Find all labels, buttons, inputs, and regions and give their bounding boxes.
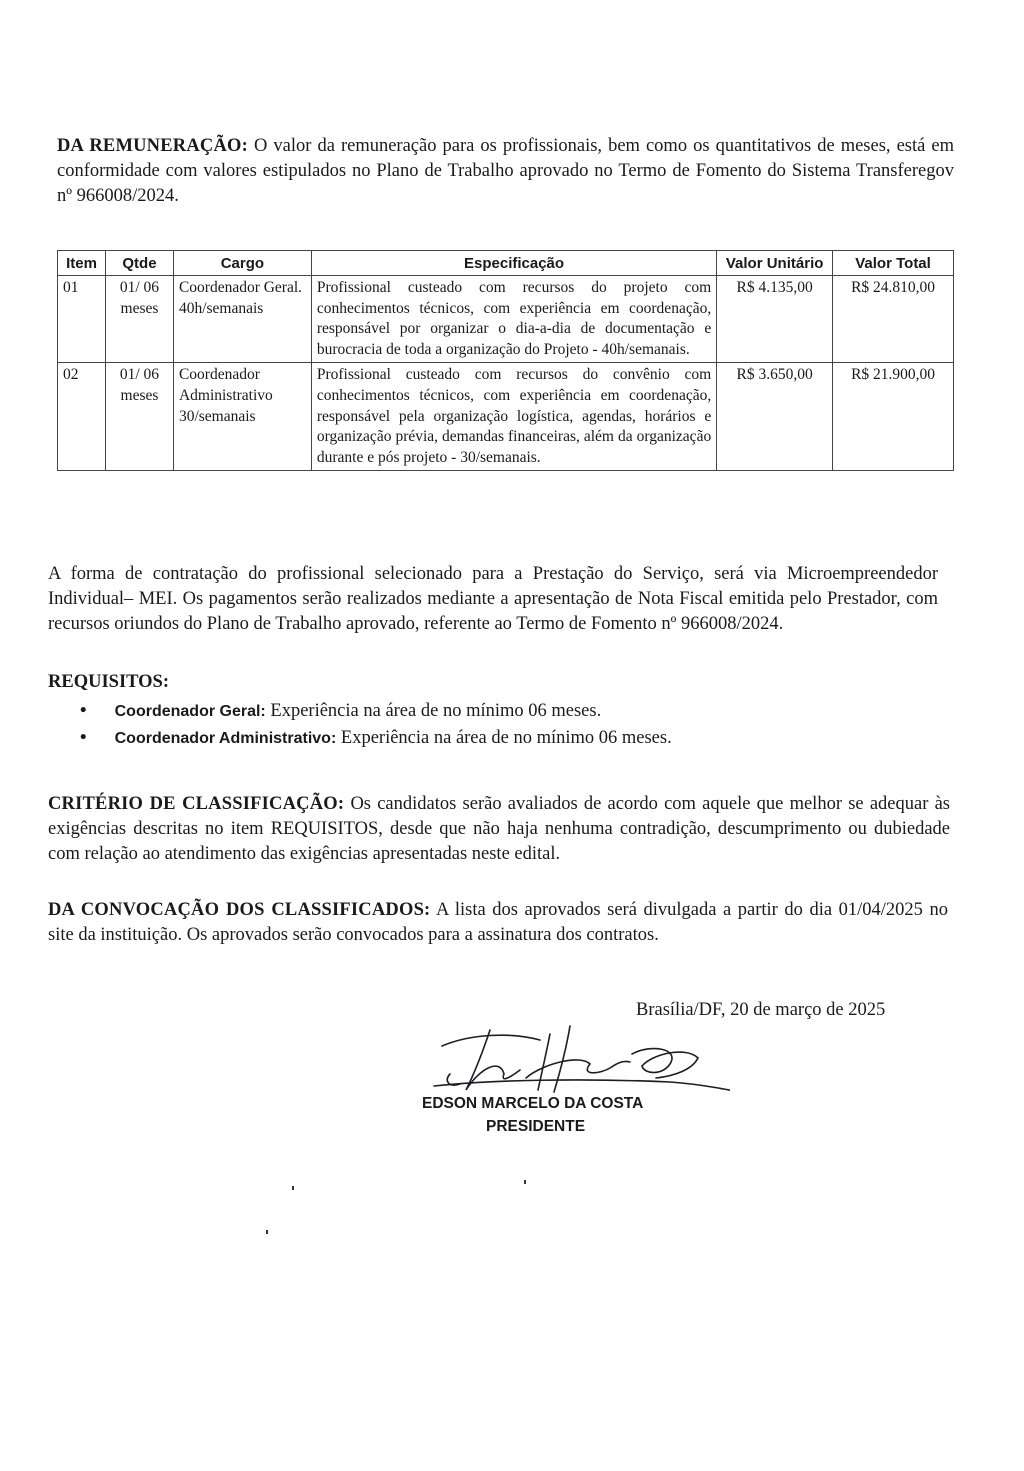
convocacao-text: A lista dos aprovados será divulgada a partir do dia 01/04/2025 no site da instituição. Os aprovados serão convocados para a assinatura dos contratos. xyxy=(48,900,948,945)
contratacao-paragraph xyxy=(48,562,938,637)
table-row xyxy=(58,363,954,471)
header-especificacao: Especificação xyxy=(311,251,716,276)
requisito-name: Coordenador Administrativo: xyxy=(114,730,337,747)
requisitos-title: REQUISITOS: xyxy=(48,672,169,692)
requisito-text: Experiência na área de no mínimo 06 meses. xyxy=(340,728,672,748)
header-valor-total: Valor Total xyxy=(833,251,954,276)
header-qtde: Qtde xyxy=(105,251,173,276)
signatory-role: PRESIDENTE xyxy=(486,1118,586,1135)
cell-item: 01 xyxy=(58,276,106,363)
scan-speck xyxy=(292,1186,294,1190)
requisito-name: Coordenador Geral: xyxy=(114,703,266,720)
signatory-name: EDSON MARCELO DA COSTA xyxy=(422,1095,644,1112)
header-cargo: Cargo xyxy=(173,251,311,276)
cell-item: 02 xyxy=(58,363,106,471)
cell-qtde: 01/ 06 meses xyxy=(105,276,173,363)
list-item xyxy=(80,725,672,752)
criterio-title: CRITÉRIO DE CLASSIFICAÇÃO: xyxy=(48,794,345,814)
cell-valor-total: R$ 24.810,00 xyxy=(833,276,954,363)
convocacao-paragraph xyxy=(48,898,948,948)
cell-qtde: 01/ 06 meses xyxy=(105,363,173,471)
remuneracao-title: DA REMUNERAÇÃO: xyxy=(57,136,248,156)
requisitos-list xyxy=(80,698,672,752)
cell-cargo: Coordenador Administrativo 30/semanais xyxy=(173,363,311,471)
cell-valor-total: R$ 21.900,00 xyxy=(833,363,954,471)
contratacao-text: A forma de contratação do profissional selecionado para a Prestação do Serviço, será via Microempreendedor Individual– MEI. Os pagamentos serão realizados mediante a apresentação de Nota Fiscal emitida pelo Prestador, com recursos oriundos do Plano de Trabalho aprovado, referente ao Termo de Fomento nº 966008/2024. xyxy=(48,564,938,634)
table-header-row xyxy=(58,251,954,276)
scan-speck xyxy=(524,1180,526,1184)
scan-speck xyxy=(266,1230,268,1234)
cell-valor-unitario: R$ 4.135,00 xyxy=(717,276,833,363)
place-date: Brasília/DF, 20 de março de 2025 xyxy=(636,1000,886,1020)
remuneracao-paragraph xyxy=(57,134,954,209)
requisito-text: Experiência na área de no mínimo 06 meses. xyxy=(270,701,602,721)
list-item xyxy=(80,698,672,725)
convocacao-title: DA CONVOCAÇÃO DOS CLASSIFICADOS: xyxy=(48,900,431,920)
header-item: Item xyxy=(58,251,106,276)
cell-especificacao: Profissional custeado com recursos do projeto com conhecimentos técnicos, com experiência em coordenação, responsável por organizar o dia-a-dia de documentação e burocracia de toda a organização do Projeto - 40h/semanais. xyxy=(311,276,716,363)
cell-cargo: Coordenador Geral. 40h/semanais xyxy=(173,276,311,363)
criterio-text: Os candidatos serão avaliados de acordo com aquele que melhor se adequar às exigências descritas no item REQUISITOS, desde que não haja nenhuma contradição, descumprimento ou dubiedade com relação ao atendimento das exigências apresentadas neste edital. xyxy=(48,794,951,864)
cell-valor-unitario: R$ 3.650,00 xyxy=(717,363,833,471)
table-row xyxy=(58,276,954,363)
header-valor-unitario: Valor Unitário xyxy=(717,251,833,276)
remuneracao-text: O valor da remuneração para os profissionais, bem como os quantitativos de meses, está em conformidade com valores estipulados no Plano de Trabalho aprovado no Termo de Fomento do Sistema Transferegov nº 966008/2024. xyxy=(57,136,954,206)
criterio-paragraph xyxy=(48,792,950,867)
positions-table xyxy=(57,250,954,471)
cell-especificacao: Profissional custeado com recursos do convênio com conhecimentos técnicos, com experiência em coordenação, responsável pela organização logística, agendas, horários e organização prévia, demandas financeiras, além da organização durante e pós projeto - 30/semanais. xyxy=(311,363,716,471)
